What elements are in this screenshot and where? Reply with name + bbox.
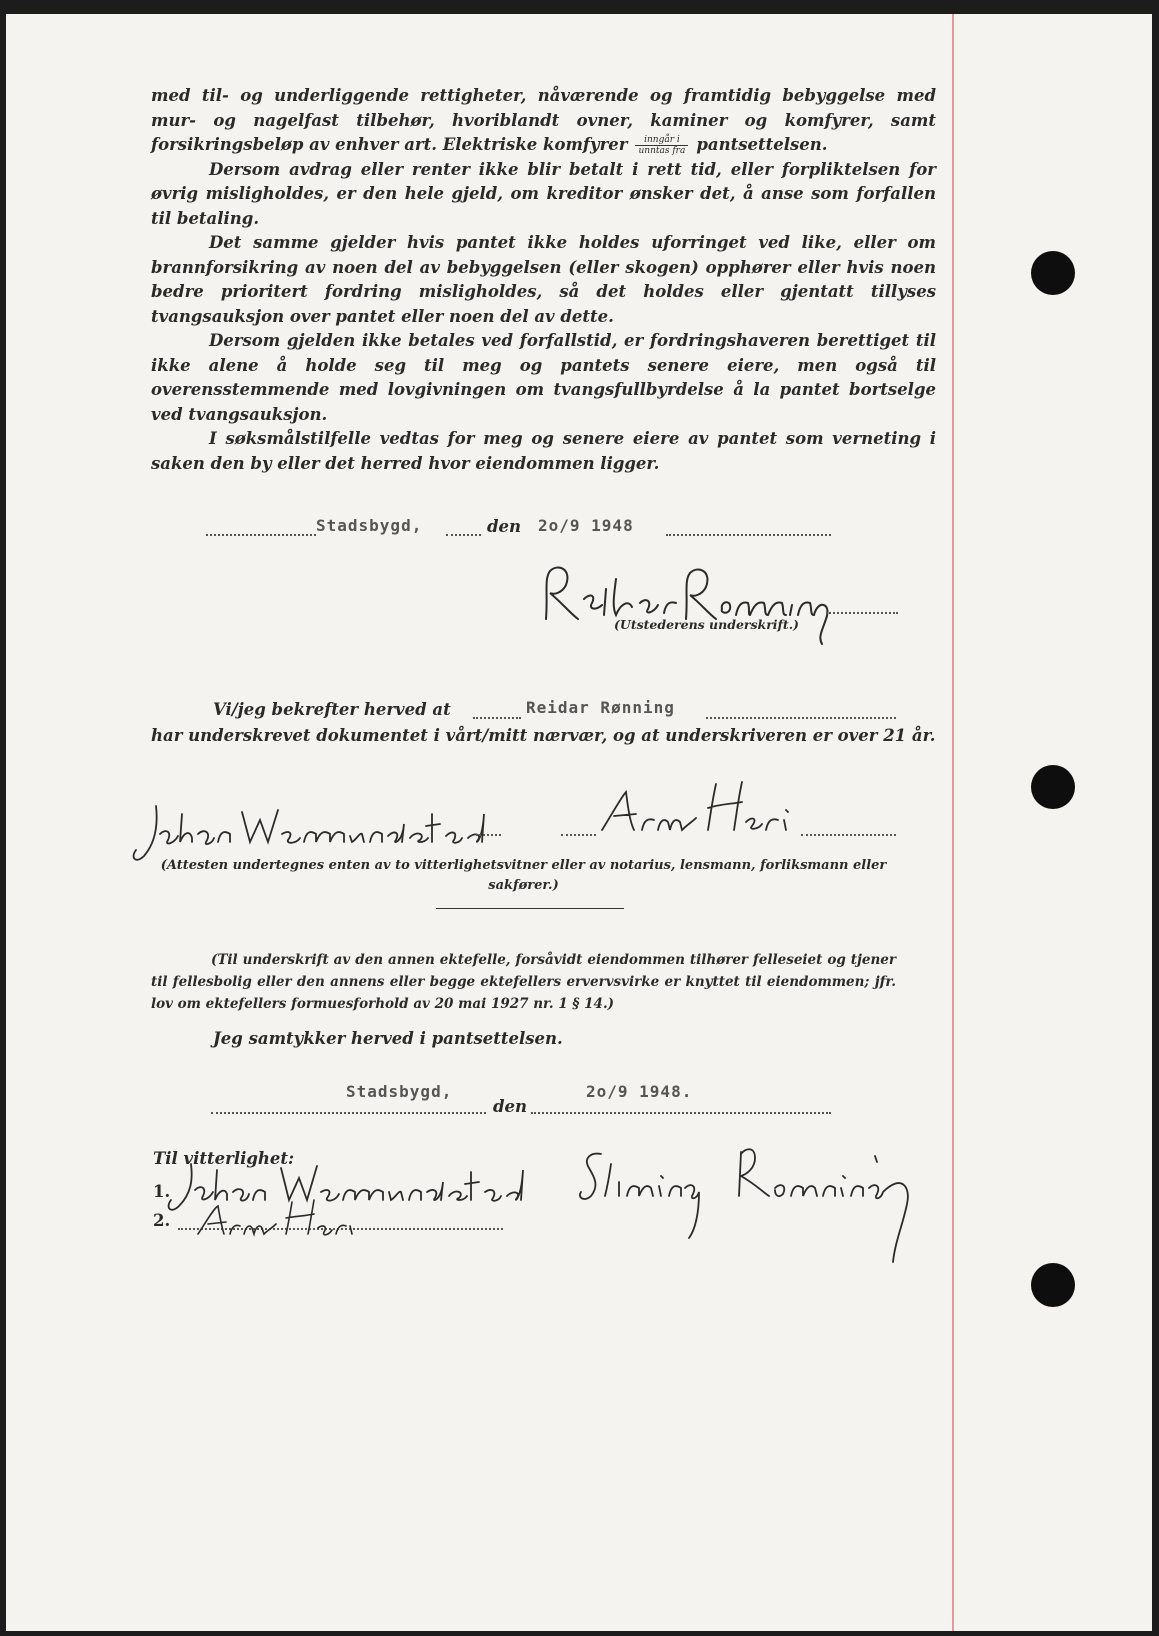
witness-number-2: 2. (153, 1211, 171, 1230)
witness-signature-2 (596, 774, 826, 844)
dotted-line (666, 534, 831, 536)
spouse-place: Stadsbygd, (346, 1082, 453, 1101)
til-vitterlighet-label: Til vitterlighet: (153, 1149, 295, 1168)
dotted-line (211, 1112, 486, 1114)
paragraph-text: pantsettelsen. (696, 135, 828, 154)
dotted-line (473, 717, 521, 719)
issue-date: 2o/9 1948 (538, 516, 634, 535)
divider-rule (436, 908, 624, 909)
fraction-top: inngår i (635, 135, 688, 146)
spouse-witness-signature-2 (194, 1194, 384, 1239)
den-label: den (487, 517, 522, 536)
paragraph-maintenance: Det samme gjelder hvis pantet ikke holdes uforringet ved like, eller om brannforsikring av noen del av bebyggelsen (eller skogen) opphører eller hvis noen bedre prioritert fordring misligholdes, så det holdes eller gjentatt tillyses tvangsauksjon over pantet eller noen del av dette. (151, 233, 936, 326)
paragraph-text: med til- og underliggende rettigheter, nåværende og framtidig bebyggelse med mur- og nagelfast tilbehør, hvoriblandt ovner, kaminer og komfyrer, samt forsikringsbeløp av enhver art. Elektriske komfyrer (151, 86, 936, 154)
dotted-line (476, 834, 501, 836)
den-label-2: den (493, 1097, 528, 1116)
fraction-choice (635, 135, 688, 156)
dotted-line (206, 534, 316, 536)
paragraph-default: Dersom avdrag eller renter ikke blir betalt i rett tid, eller forpliktelsen for øvrig misligholdes, er den hele gjeld, om kreditor ønsker det, å anse som forfallen til betaling. (151, 159, 936, 228)
spouse-signature (571, 1134, 931, 1264)
margin-rule (952, 14, 954, 1631)
spouse-consent: Jeg samtykker herved i pantsettelsen. (213, 1029, 563, 1048)
attest-note: (Attesten undertegnes enten av to vitterlighetsvitner eller av notarius, lensmann, forliksmann eller sakfører.) (160, 858, 887, 893)
dotted-line (801, 834, 896, 836)
paragraph-venue: I søksmålstilfelle vedtas for meg og senere eiere av pantet som verneting i saken den by eller det herred hvor eiendommen ligger. (151, 429, 936, 473)
punch-hole (1031, 1263, 1075, 1307)
dotted-line (561, 834, 596, 836)
paragraph-property (151, 84, 936, 158)
spouse-date: 2o/9 1948. (586, 1082, 693, 1101)
dotted-line (446, 534, 481, 536)
body-text (151, 84, 936, 476)
witness-name: Reidar Rønning (526, 698, 675, 717)
witness-confirm-label: Vi/jeg bekrefter herved at (213, 700, 451, 719)
witness-text: har underskrevet dokumentet i vårt/mitt nærvær, og at underskriveren er over 21 år. (151, 726, 936, 745)
punch-hole (1031, 251, 1075, 295)
paragraph-due: Dersom gjelden ikke betales ved forfallstid, er fordringshaveren berettiget til ikke alene å holde seg til meg og pantets senere eiere, men også til overensstemmende med lovgivningen om tvangsfullbyrdelse å la pantet bortselge ved tvangsauksjon. (151, 331, 936, 424)
issue-place: Stadsbygd, (316, 516, 423, 535)
dotted-line (706, 717, 896, 719)
dotted-line (826, 612, 898, 614)
spouse-note: (Til underskrift av den annen ektefelle, forsåvidt eiendommen tilhører felleseiet og tjener til fellesbolig eller den annens eller begge ektefellers ervervsvirke er knyttet til eiendommen; jfr. lov om ektefellers formuesforhold av 20 mai 1927 nr. 1 § 14.) (151, 952, 896, 1012)
fraction-bottom: unntas fra (638, 146, 686, 156)
signature-caption: (Utstederens underskrift.) (614, 617, 799, 632)
dotted-line (531, 1112, 831, 1114)
punch-hole (1031, 765, 1075, 809)
witness-number-1: 1. (153, 1182, 171, 1201)
document-page (6, 14, 1152, 1631)
